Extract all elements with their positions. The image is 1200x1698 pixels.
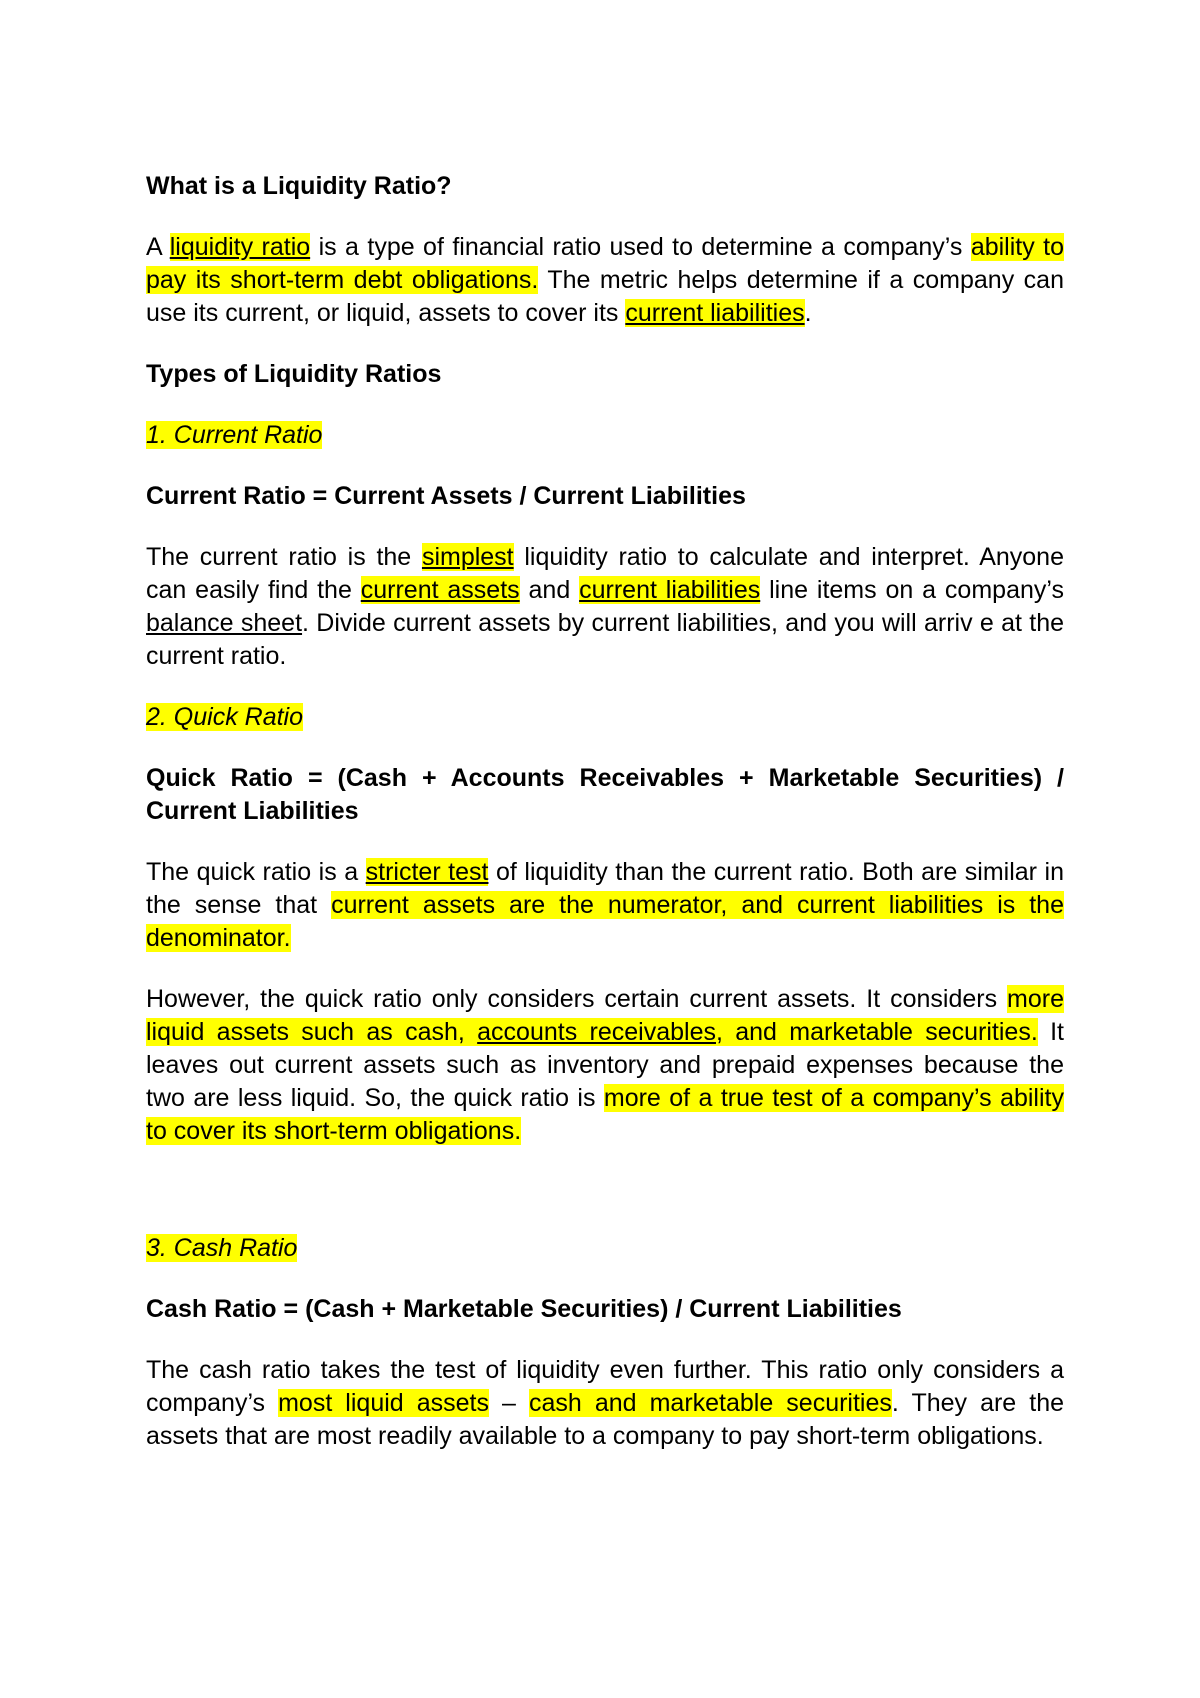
text-run: and	[519, 576, 580, 604]
text-run: –	[488, 1389, 529, 1417]
highlighted-text: cash and marketable securities	[528, 1389, 892, 1417]
text-run: . Divide current assets by current liabilities, and you will arriv e at the current ratio.	[146, 609, 1064, 670]
highlighted-text: simplest	[421, 543, 514, 571]
current-ratio-heading-text: 1. Current Ratio	[146, 421, 323, 449]
text-run: A	[146, 233, 170, 261]
text-run: The metric helps determine if a company can use its current, or liquid, assets to cover its	[146, 266, 1064, 327]
document-page	[146, 170, 1064, 1453]
current-ratio-formula: Current Ratio = Current Assets / Current Liabilities	[146, 482, 746, 510]
text-run: The current ratio is the	[146, 543, 422, 571]
quick-ratio-formula: Quick Ratio = (Cash + Accounts Receivables + Marketable Securities) / Current Liabilities	[146, 764, 1064, 825]
quick-ratio-heading	[146, 701, 1064, 734]
highlighted-text: current liabilities	[625, 299, 805, 327]
highlighted-text: more liquid assets such as cash,	[146, 985, 1064, 1046]
cash-ratio-heading-text: 3. Cash Ratio	[146, 1234, 298, 1262]
highlighted-text: liquidity ratio	[169, 233, 311, 261]
highlighted-text: current assets	[360, 576, 520, 604]
highlighted-text: current liabilities	[579, 576, 761, 604]
text-run: line items on a company’s	[760, 576, 1064, 604]
highlighted-text: , and marketable securities.	[715, 1018, 1038, 1046]
quick-ratio-paragraph-1	[146, 856, 1064, 955]
highlighted-text: stricter test	[365, 858, 489, 886]
types-heading: Types of Liquidity Ratios	[146, 360, 442, 388]
highlighted-text: more of a true test of a company’s ability to cover its short-term obligations.	[146, 1084, 1064, 1145]
current-ratio-paragraph	[146, 541, 1064, 673]
text-run: The quick ratio is a	[146, 858, 366, 886]
text-run: .	[804, 299, 812, 327]
text-run: It leaves out current assets such as inventory and prepaid expenses because the two are less liquid. So, the quick ratio is	[146, 1018, 1064, 1112]
current-ratio-heading	[146, 419, 1064, 452]
text-run: is a type of financial ratio used to determine a company’s	[310, 233, 971, 261]
text-run: The cash ratio takes the test of liquidity even further. This ratio only considers a company’s	[146, 1356, 1064, 1417]
cash-ratio-heading	[146, 1232, 1064, 1265]
text-run: However, the quick ratio only considers certain current assets. It considers	[146, 985, 1008, 1013]
cash-ratio-paragraph	[146, 1354, 1064, 1453]
intro-paragraph	[146, 231, 1064, 330]
highlighted-text: accounts receivables	[477, 1018, 716, 1046]
text-run: of liquidity than the current ratio. Both are similar in the sense that	[146, 858, 1064, 919]
highlighted-text: ability to pay its short-term debt obligations.	[146, 233, 1064, 294]
quick-ratio-heading-text: 2. Quick Ratio	[146, 703, 304, 731]
quick-ratio-paragraph-2	[146, 983, 1064, 1148]
text-run: liquidity ratio to calculate and interpret. Anyone can easily find the	[146, 543, 1064, 604]
highlighted-text: current assets are the numerator, and current liabilities is the denominator.	[146, 891, 1064, 952]
cash-ratio-formula: Cash Ratio = (Cash + Marketable Securities) / Current Liabilities	[146, 1295, 902, 1323]
document-title: What is a Liquidity Ratio?	[146, 172, 452, 200]
underlined-text: balance sheet	[146, 609, 303, 637]
highlighted-text: most liquid assets	[278, 1389, 489, 1417]
text-run: . They are the assets that are most readily available to a company to pay short-term obligations.	[146, 1389, 1064, 1450]
